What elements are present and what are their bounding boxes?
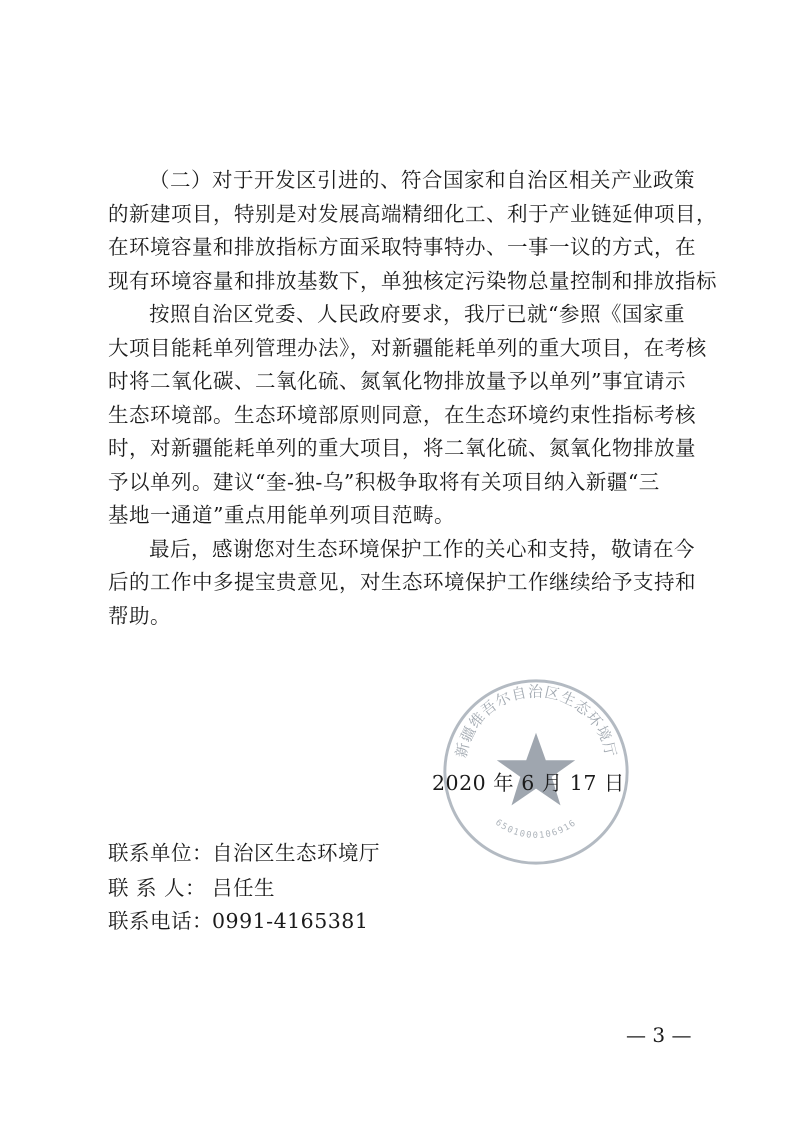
paragraph-2 [108, 298, 707, 533]
contact-person-label: 联 系 人： [108, 876, 207, 900]
paragraph-line: （二）对于开发区引进的、符合国家和自治区相关产业政策 [149, 168, 695, 192]
paragraph-line: 时，对新疆能耗单列的重大项目，将二氧化硫、氮氧化物排放量 [108, 436, 696, 460]
seal-serial: 6501000106916 [493, 817, 579, 842]
paragraph-line: 在环境容量和排放指标方面采取特事特办、一事一议的方式，在 [108, 235, 696, 259]
contact-person [108, 871, 275, 901]
paragraph-line: 现有环境容量和排放基数下，单独核定污染物总量控制和排放指标 [108, 268, 717, 293]
paragraph-line: 帮助。 [108, 603, 171, 628]
paragraph-line: 基地一通道”重点用能单列项目范畴。 [108, 503, 455, 527]
contact-person-value: 吕任生 [212, 876, 275, 900]
document-body [108, 164, 717, 633]
page-number: — 3 — [626, 1023, 692, 1047]
paragraph-line: 按照自治区党委、人民政府要求，我厅已就“参照《国家重 [149, 302, 685, 326]
contact-unit-label: 联系单位： [108, 841, 213, 865]
paragraph-line: 大项目能耗单列管理办法》，对新疆能耗单列的重大项目，在考核 [108, 335, 707, 360]
paragraph-line: 后的工作中多提宝贵意见，对生态环境保护工作继续给予支持和 [108, 570, 696, 594]
paragraph-line: 时将二氧化碳、二氧化硫、氮氧化物排放量予以单列”事宜请示 [108, 369, 686, 393]
paragraph-line: 的新建项目，特别是对发展高端精细化工、利于产业链延伸项目， [108, 201, 717, 226]
contact-phone-label: 联系电话： [108, 909, 213, 933]
contact-unit [108, 836, 380, 866]
paragraph-1 [108, 164, 717, 298]
seal-text: 新疆维吾尔自治区生态环境厅 [452, 683, 620, 760]
paragraph-line: 予以单列。建议“奎-独-乌”积极争取将有关项目纳入新疆“三 [108, 469, 660, 494]
paragraph-line: 最后，感谢您对生态环境保护工作的关心和支持，敬请在今 [149, 536, 695, 561]
contact-phone-value: 0991-4165381 [212, 909, 369, 933]
paragraph-line: 生态环境部。生态环境部原则同意，在生态环境约束性指标考核 [108, 402, 696, 427]
document-date: 2020 年 6 月 17 日 [432, 771, 625, 795]
contact-unit-value: 自治区生态环境厅 [212, 841, 380, 865]
paragraph-3 [108, 533, 696, 634]
contact-phone [108, 904, 368, 934]
